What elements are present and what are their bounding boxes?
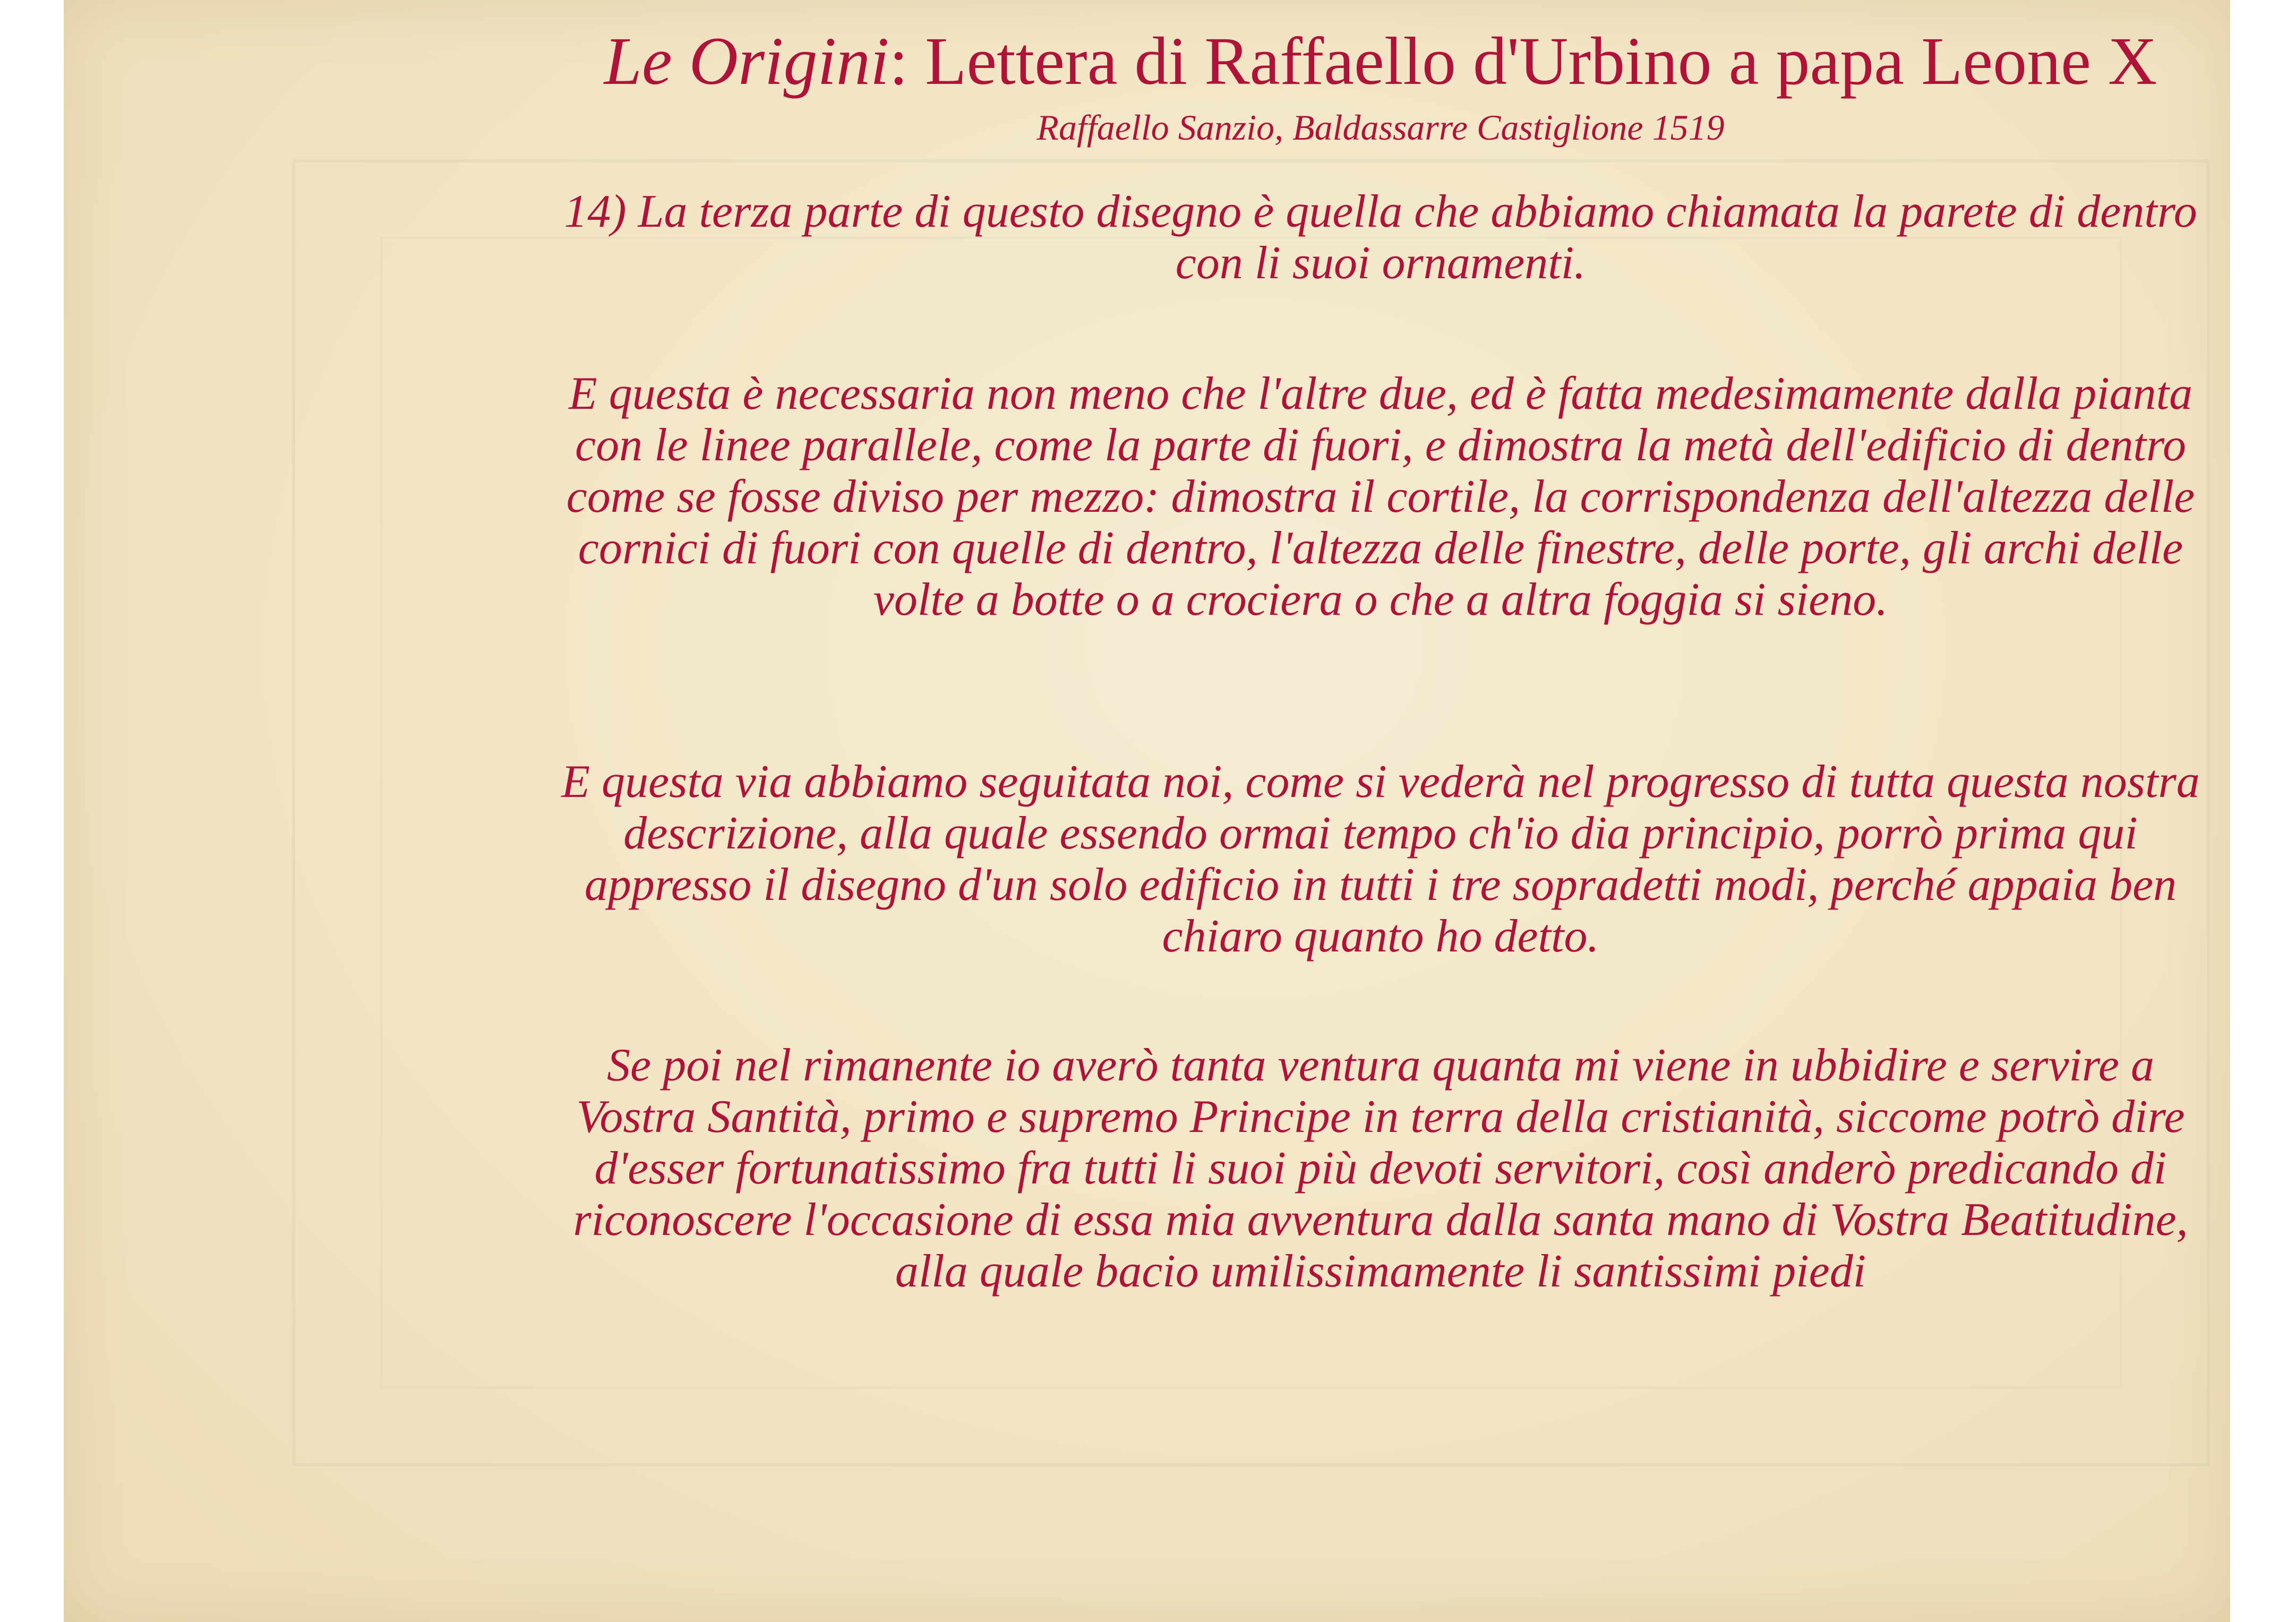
- title-italic-part: Le Origini: [604, 23, 889, 99]
- paragraph-1: 14) La terza parte di questo disegno è quella che abbiamo chiamata la parete di dentro con li suoi ornamenti.: [564, 186, 2197, 289]
- document-title: [531, 21, 2230, 101]
- paragraph-4: Se poi nel rimanente io averò tanta ventura quanta mi viene in ubbidire e servire a Vostra Santità, primo e supremo Principe in terra della cristianità, siccome potrò dire d'esser fortunatissimo fra tutti li suoi più devoti servitori, così anderò predicando di riconoscere l'occasione di essa mia avventura dalla santa mano di Vostra Beatitudine, alla quale bacio umilissimamente li santissimi piedi: [573, 1040, 2188, 1297]
- paragraph-2: E questa è necessaria non meno che l'altre due, ed è fatta medesimamente dalla pianta con le linee parallele, come la parte di fuori, e dimostra la metà dell'edificio di dentro come se fosse diviso per mezzo: dimostra il cortile, la corrispondenza dell'altezza delle cornici di fuori con quelle di dentro, l'altezza delle finestre, delle porte, gli archi delle volte a botte o a crociera o che a altra foggia si sieno.: [566, 368, 2195, 625]
- document-subtitle: Raffaello Sanzio, Baldassarre Castiglione 1519: [1036, 107, 1725, 148]
- paragraph-3: E questa via abbiamo seguitata noi, come si vederà nel progresso di tutta questa nostra descrizione, alla quale essendo ormai tempo ch'io dia principio, porrò prima qui appresso il disegno d'un solo edificio in tutti i tre sopradetti modi, perché appaia ben chiaro quanto ho detto.: [561, 756, 2200, 962]
- title-rest-part: : Lettera di Raffaello d'Urbino a papa Leone X: [889, 23, 2157, 99]
